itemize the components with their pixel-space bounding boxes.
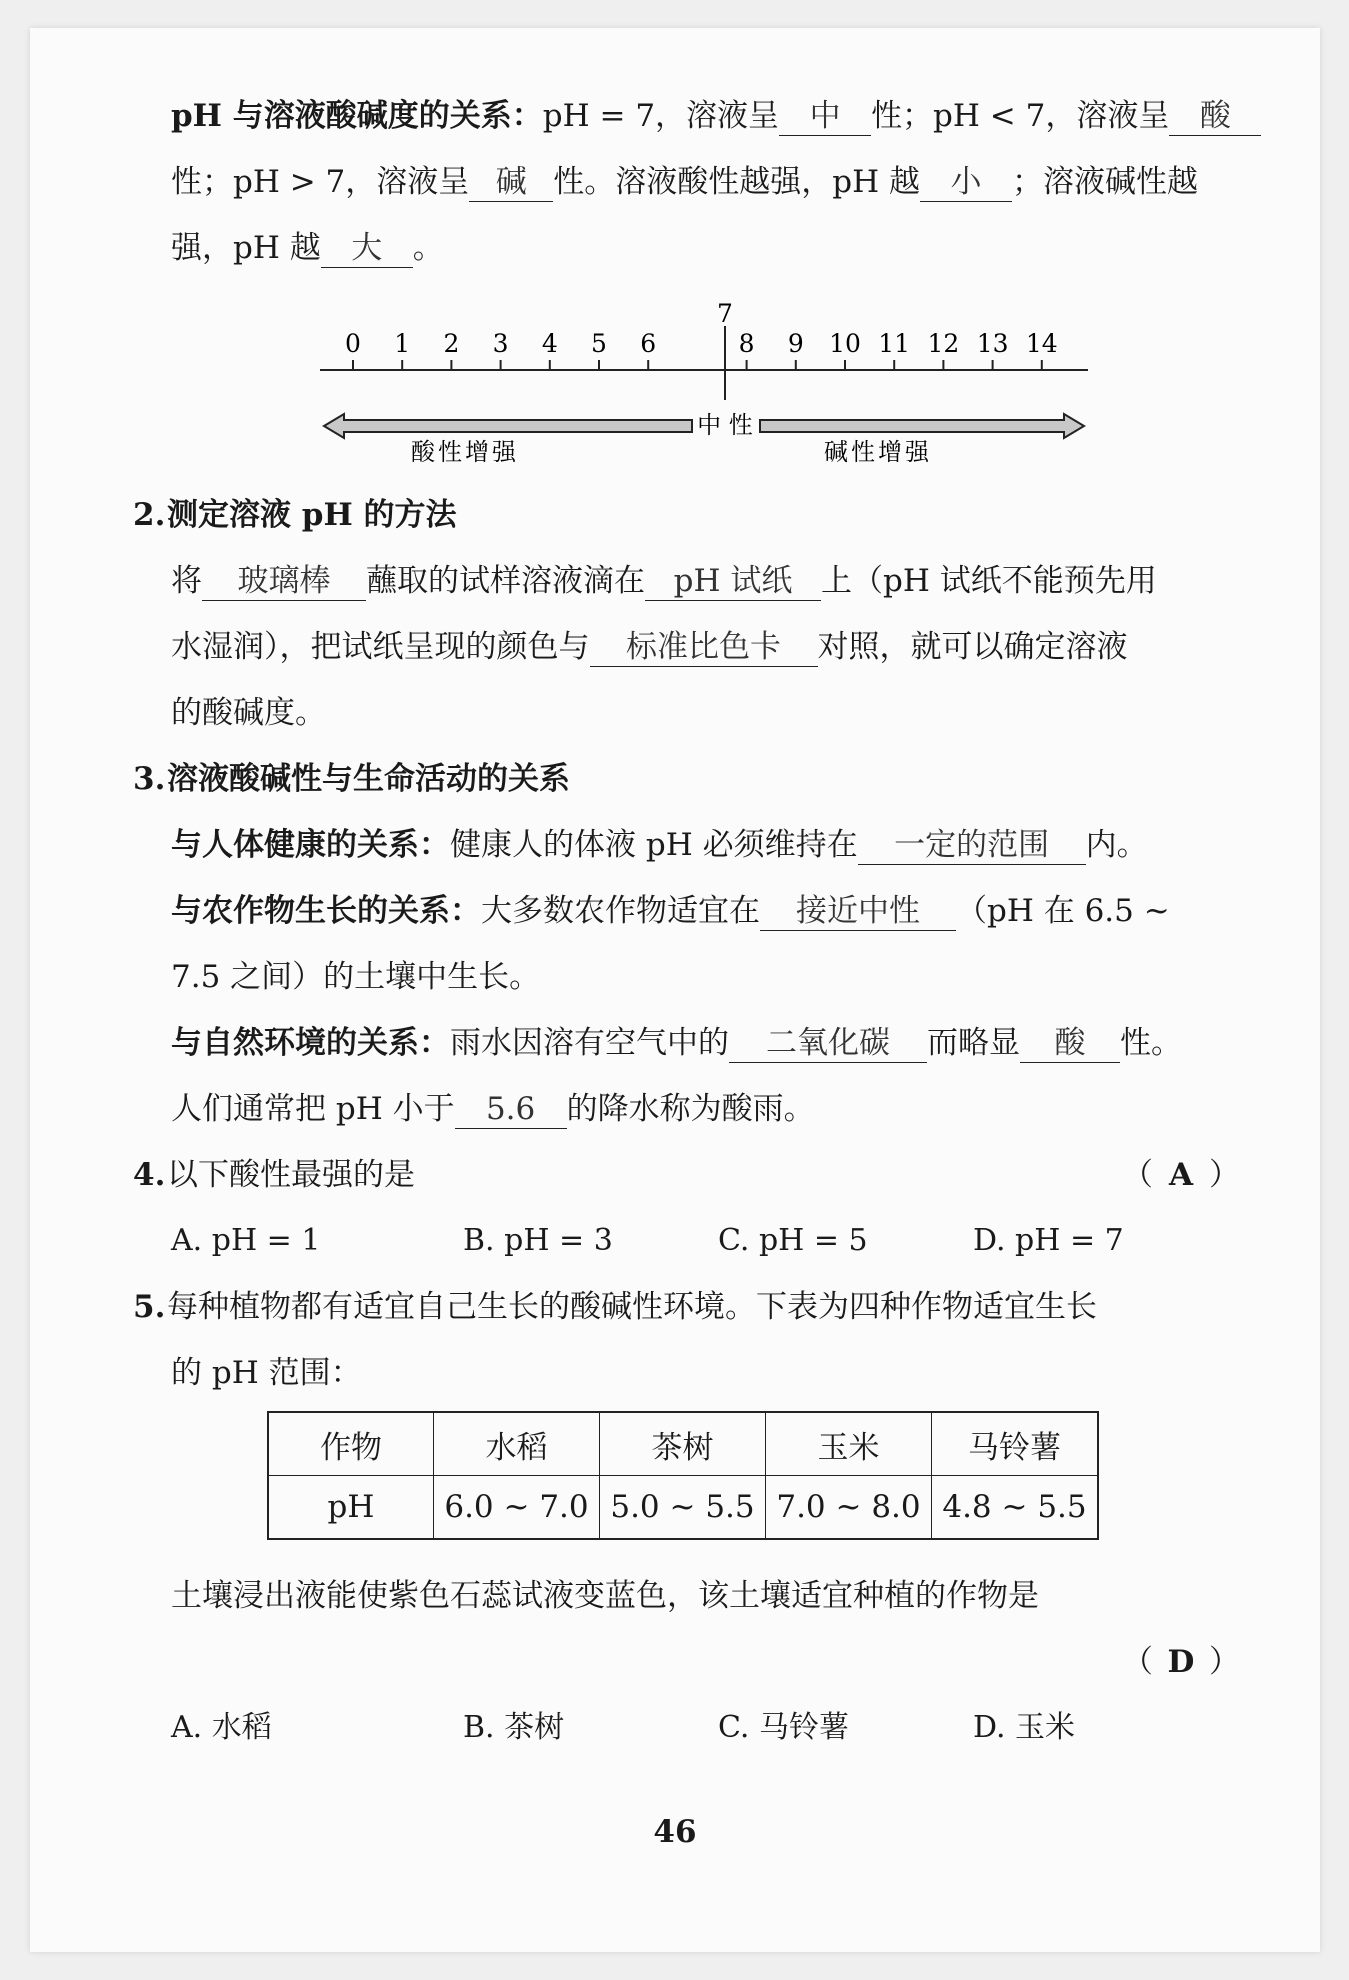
table-cell: 茶树 bbox=[600, 1412, 766, 1476]
blank-5-6: 5.6 bbox=[455, 1090, 567, 1129]
q2-number: 2. bbox=[133, 497, 166, 533]
q5-number: 5. bbox=[133, 1289, 166, 1325]
blank-color-card: 标准比色卡 bbox=[590, 628, 818, 667]
ph-tick-label: 11 bbox=[878, 329, 911, 358]
q5-answer: D bbox=[1167, 1644, 1195, 1680]
q4-option-d: D. pH = 7 bbox=[973, 1223, 1124, 1258]
neutral-label: 中 性 bbox=[697, 411, 753, 439]
q4-question: 以下酸性最强的是 bbox=[167, 1157, 415, 1193]
table-cell: pH bbox=[268, 1476, 434, 1540]
q5-option-c: C. 马铃薯 bbox=[718, 1710, 849, 1745]
ph-tick-label: 7 bbox=[717, 299, 733, 328]
q3-rain-line: 人们通常把 pH 小于 5.6 的降水称为酸雨。 bbox=[171, 1091, 815, 1127]
ph-scale-diagram bbox=[320, 296, 1100, 466]
q4-option-b: B. pH = 3 bbox=[463, 1223, 613, 1258]
ph-tick-label: 0 bbox=[345, 329, 361, 358]
ph-tick-label: 2 bbox=[443, 329, 460, 358]
table-cell: 6.0 ~ 7.0 bbox=[434, 1476, 600, 1540]
blank-large: 大 bbox=[321, 229, 413, 268]
q3-env-line: 与自然环境的关系：雨水因溶有空气中的 二氧化碳 而略显 酸 性。 bbox=[171, 1025, 1182, 1061]
blank-neutral: 中 bbox=[779, 97, 871, 136]
base-label: 碱性增强 bbox=[824, 438, 932, 466]
q4-answer-bracket: （ A ） bbox=[1122, 1153, 1240, 1197]
ph-tick-label: 9 bbox=[787, 329, 804, 358]
blank-co2: 二氧化碳 bbox=[729, 1024, 927, 1063]
blank-acid: 酸 bbox=[1169, 97, 1261, 136]
q2-line-3: 的酸碱度。 bbox=[171, 695, 326, 731]
intro-line-3: 强，pH 越 大 。 bbox=[171, 230, 444, 266]
q3-health-line: 与人体健康的关系：健康人的体液 pH 必须维持在 一定的范围 内。 bbox=[171, 827, 1148, 863]
table-cell: 作物 bbox=[268, 1412, 434, 1476]
crop-ph-table bbox=[267, 1411, 1099, 1540]
workbook-page bbox=[30, 28, 1320, 1952]
ph-tick-label: 6 bbox=[640, 329, 657, 358]
acid-arrow bbox=[324, 414, 692, 438]
table-cell: 马铃薯 bbox=[932, 1412, 1099, 1476]
ph-tick-label: 10 bbox=[829, 329, 861, 358]
intro-line-1: pH 与溶液酸碱度的关系：pH = 7，溶液呈 中 性；pH < 7，溶液呈 酸 bbox=[171, 94, 1261, 138]
page-number: 46 bbox=[653, 1814, 697, 1850]
q3-crop-line-2: 7.5 之间）的土壤中生长。 bbox=[171, 959, 541, 995]
ph-tick-label: 3 bbox=[492, 329, 509, 358]
ph-tick-label: 8 bbox=[738, 329, 755, 358]
q5-option-b: B. 茶树 bbox=[463, 1710, 565, 1745]
q3-number: 3. bbox=[133, 761, 166, 797]
q2-line-1: 将 玻璃棒 蘸取的试样溶液滴在 pH 试纸 上（pH 试纸不能预先用 bbox=[171, 563, 1157, 599]
q4-answer: A bbox=[1168, 1157, 1194, 1193]
blank-near-neutral: 接近中性 bbox=[760, 892, 956, 931]
acid-label: 酸性增强 bbox=[411, 438, 519, 466]
q5-option-a: A. 水稻 bbox=[171, 1710, 272, 1745]
table-cell: 4.8 ~ 5.5 bbox=[932, 1476, 1099, 1540]
table-cell: 玉米 bbox=[766, 1412, 932, 1476]
table-cell: 5.0 ~ 5.5 bbox=[600, 1476, 766, 1540]
table-row bbox=[268, 1476, 1098, 1540]
ph-tick-label: 4 bbox=[541, 329, 558, 358]
q4-number: 4. bbox=[133, 1157, 166, 1193]
ph-tick-label: 13 bbox=[976, 329, 1009, 358]
ph-scale-ticks bbox=[345, 299, 1058, 370]
base-arrow bbox=[760, 414, 1084, 438]
table-cell: 7.0 ~ 8.0 bbox=[766, 1476, 932, 1540]
q5-line-2: 的 pH 范围： bbox=[171, 1355, 362, 1391]
table-header-row bbox=[268, 1412, 1098, 1476]
blank-base: 碱 bbox=[469, 163, 553, 202]
q5-option-d: D. 玉米 bbox=[973, 1710, 1076, 1745]
blank-range: 一定的范围 bbox=[858, 826, 1086, 865]
blank-ph-paper: pH 试纸 bbox=[645, 562, 821, 601]
q3-crop-line: 与农作物生长的关系：大多数农作物适宜在 接近中性 （pH 在 6.5 ~ bbox=[171, 893, 1170, 929]
q4-option-a: A. pH = 1 bbox=[171, 1223, 321, 1258]
q5-answer-bracket: （ D ） bbox=[1122, 1640, 1240, 1684]
table-cell: 水稻 bbox=[434, 1412, 600, 1476]
q5-line-1: 每种植物都有适宜自己生长的酸碱性环境。下表为四种作物适宜生长 bbox=[167, 1289, 1097, 1325]
ph-tick-label: 5 bbox=[591, 329, 607, 358]
intro-line-2: 性；pH > 7，溶液呈 碱 性。溶液酸性越强，pH 越 小 ；溶液碱性越 bbox=[171, 164, 1199, 200]
ph-tick-label: 1 bbox=[394, 329, 411, 358]
q4-option-c: C. pH = 5 bbox=[718, 1223, 868, 1258]
blank-small: 小 bbox=[920, 163, 1012, 202]
q3-title: 溶液酸碱性与生命活动的关系 bbox=[167, 761, 570, 797]
q2-title: 测定溶液 pH 的方法 bbox=[167, 497, 457, 533]
blank-glass-rod: 玻璃棒 bbox=[202, 562, 366, 601]
ph-tick-label: 12 bbox=[927, 329, 960, 358]
blank-acidic: 酸 bbox=[1020, 1024, 1120, 1063]
q5-question: 土壤浸出液能使紫色石蕊试液变蓝色，该土壤适宜种植的作物是 bbox=[171, 1578, 1039, 1614]
q2-line-2: 水湿润），把试纸呈现的颜色与 标准比色卡 对照，就可以确定溶液 bbox=[171, 629, 1128, 665]
ph-tick-label: 14 bbox=[1025, 329, 1058, 358]
